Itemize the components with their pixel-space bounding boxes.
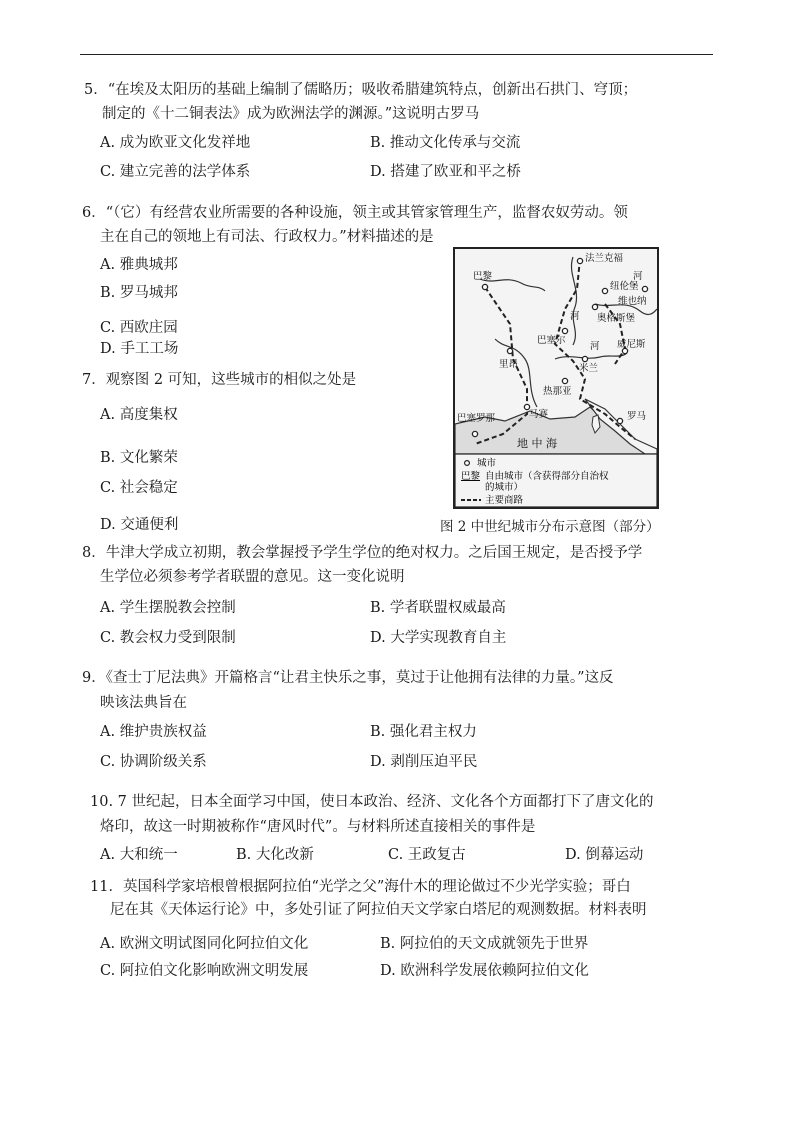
map-caption: 图 2 中世纪城市分布示意图（部分） [440, 519, 660, 535]
river-label: 河 [570, 311, 580, 322]
q9-option-b[interactable]: B. 强化君主权力 [370, 724, 477, 740]
q8-line-1: 8．牛津大学成立初期，教会掌握授予学生学位的绝对权力。之后国王规定，是否授予学 [82, 545, 643, 561]
q8-option-b[interactable]: B. 学者联盟权威最高 [370, 600, 506, 616]
sea-label: 地 中 海 [517, 437, 557, 450]
q5-option-a[interactable]: A. 成为欧亚文化发祥地 [100, 135, 251, 151]
q9-line-2: 映该法典旨在 [100, 695, 187, 711]
q9-option-d[interactable]: D. 剥削压迫平民 [370, 754, 478, 770]
q8-option-a[interactable]: A. 学生摆脱教会控制 [100, 600, 236, 616]
q11-line-2: 尼在其《天体运行论》中，多处引证了阿拉伯天文学家白塔尼的观测数据。材料表明 [110, 902, 647, 918]
q6-line-2: 主在自己的领地上有司法、行政权力。”材料描述的是 [100, 229, 434, 245]
rhine-river [571, 257, 576, 345]
q10-option-b[interactable]: B. 大化改新 [236, 847, 314, 863]
q10-option-a[interactable]: A. 大和统一 [100, 847, 178, 863]
q9-option-a[interactable]: A. 维护贵族权益 [100, 724, 207, 740]
city-label-paris: 巴黎 [473, 271, 493, 282]
q5-option-b[interactable]: B. 推动文化传承与交流 [370, 135, 521, 151]
q11-option-b[interactable]: B. 阿拉伯的天文成就领先于世界 [380, 936, 589, 952]
city-dot [582, 356, 587, 361]
city-label-genoa: 热那亚 [543, 386, 572, 397]
q8-option-c[interactable]: C. 教会权力受到限制 [100, 630, 236, 646]
city-label-milan: 米兰 [579, 363, 599, 374]
q6-option-a[interactable]: A. 雅典城邦 [100, 257, 178, 273]
q10-option-c[interactable]: C. 王政复古 [388, 847, 466, 863]
city-dot [562, 328, 567, 333]
q11-option-d[interactable]: D. 欧洲科学发展依赖阿拉伯文化 [380, 963, 589, 979]
legend-free-city-sample: 巴黎 [461, 471, 481, 482]
q8-line-2: 生学位必须参考学者联盟的意见。这一变化说明 [100, 569, 405, 585]
city-dot [472, 431, 477, 436]
q5-line-1: 5．“在埃及太阳历的基础上编制了儒略历；吸收希腊建筑特点，创新出石拱门、穹顶； [84, 82, 638, 98]
legend-city-dot [465, 461, 470, 466]
river-label: 河 [590, 341, 600, 352]
city-dot [602, 288, 607, 293]
q7-option-c[interactable]: C. 社会稳定 [100, 480, 178, 496]
q5-line-2: 制定的《十二铜表法》成为欧洲法学的渊源。”这说明古罗马 [102, 106, 480, 122]
q10-line-2: 烙印，故这一时期被称作“唐风时代”。与材料所述直接相关的事件是 [100, 819, 536, 835]
city-label-rome: 罗马 [627, 411, 647, 422]
city-label-basel: 巴塞尔 [537, 335, 566, 346]
q6-option-b[interactable]: B. 罗马城邦 [100, 285, 178, 301]
q11-option-c[interactable]: C. 阿拉伯文化影响欧洲文明发展 [100, 963, 309, 979]
q5-option-d[interactable]: D. 搭建了欧亚和平之桥 [370, 164, 521, 180]
legend-free-city-text-2: 的城市） [485, 482, 524, 493]
city-dot [642, 286, 647, 291]
map-svg [455, 249, 657, 507]
city-label-barcelona: 巴塞罗那 [457, 413, 496, 424]
q6-line-1: 6．“（它）有经营农业所需要的各种设施，领主或其管家管理生产，监督农奴劳动。领 [82, 205, 628, 221]
rhone-river [495, 339, 537, 407]
medieval-city-map [453, 247, 659, 509]
q9-option-c[interactable]: C. 协调阶级关系 [100, 754, 207, 770]
q8-option-d[interactable]: D. 大学实现教育自主 [370, 630, 507, 646]
q11-option-a[interactable]: A. 欧洲文明试图同化阿拉伯文化 [100, 936, 309, 952]
city-dot [507, 348, 512, 353]
q5-option-c[interactable]: C. 建立完善的法学体系 [100, 164, 251, 180]
city-label-nuremberg: 纽伦堡 [610, 281, 639, 292]
city-label-lyon: 里昂 [499, 359, 519, 370]
q6-option-d[interactable]: D. 手工工场 [100, 341, 179, 357]
legend-free-city-text: 自由城市（含获得部分自治权 [485, 471, 609, 482]
q11-line-1: 11．英国科学家培根曾根据阿拉伯“光学之父”海什木的理论做过不少光学实验；哥白 [90, 879, 631, 895]
legend-route-text: 主要商路 [485, 495, 524, 506]
q9-line-1: 9．《查士丁尼法典》开篇格言“让君主快乐之事，莫过于让他拥有法律的力量。”这反 [82, 670, 614, 686]
city-label-marseille: 马赛 [529, 409, 549, 420]
q7-option-a[interactable]: A. 高度集权 [100, 407, 178, 423]
city-dot [617, 418, 622, 423]
city-dot [562, 378, 567, 383]
city-dot [592, 304, 597, 309]
q7-line-1: 7．观察图 2 可知，这些城市的相似之处是 [82, 372, 357, 388]
q10-option-d[interactable]: D. 倒幕运动 [565, 847, 644, 863]
city-label-augsburg: 奥格斯堡 [597, 313, 636, 324]
q7-option-d[interactable]: D. 交通便利 [100, 517, 179, 533]
city-label-vienna: 维也纳 [618, 296, 647, 307]
legend-city-text: 城市 [477, 458, 497, 469]
city-label-frankfurt: 法兰克福 [585, 253, 624, 264]
q6-option-c[interactable]: C. 西欧庄园 [100, 320, 178, 336]
city-label-venice: 威尼斯 [617, 339, 646, 350]
river-label: 河 [633, 271, 643, 282]
header-rule [80, 54, 713, 55]
city-dot [482, 284, 487, 289]
city-dot [577, 258, 582, 263]
q10-line-1: 10. 7 世纪起，日本全面学习中国，使日本政治、经济、文化各个方面都打下了唐文化的 [90, 794, 654, 810]
q7-option-b[interactable]: B. 文化繁荣 [100, 450, 178, 466]
